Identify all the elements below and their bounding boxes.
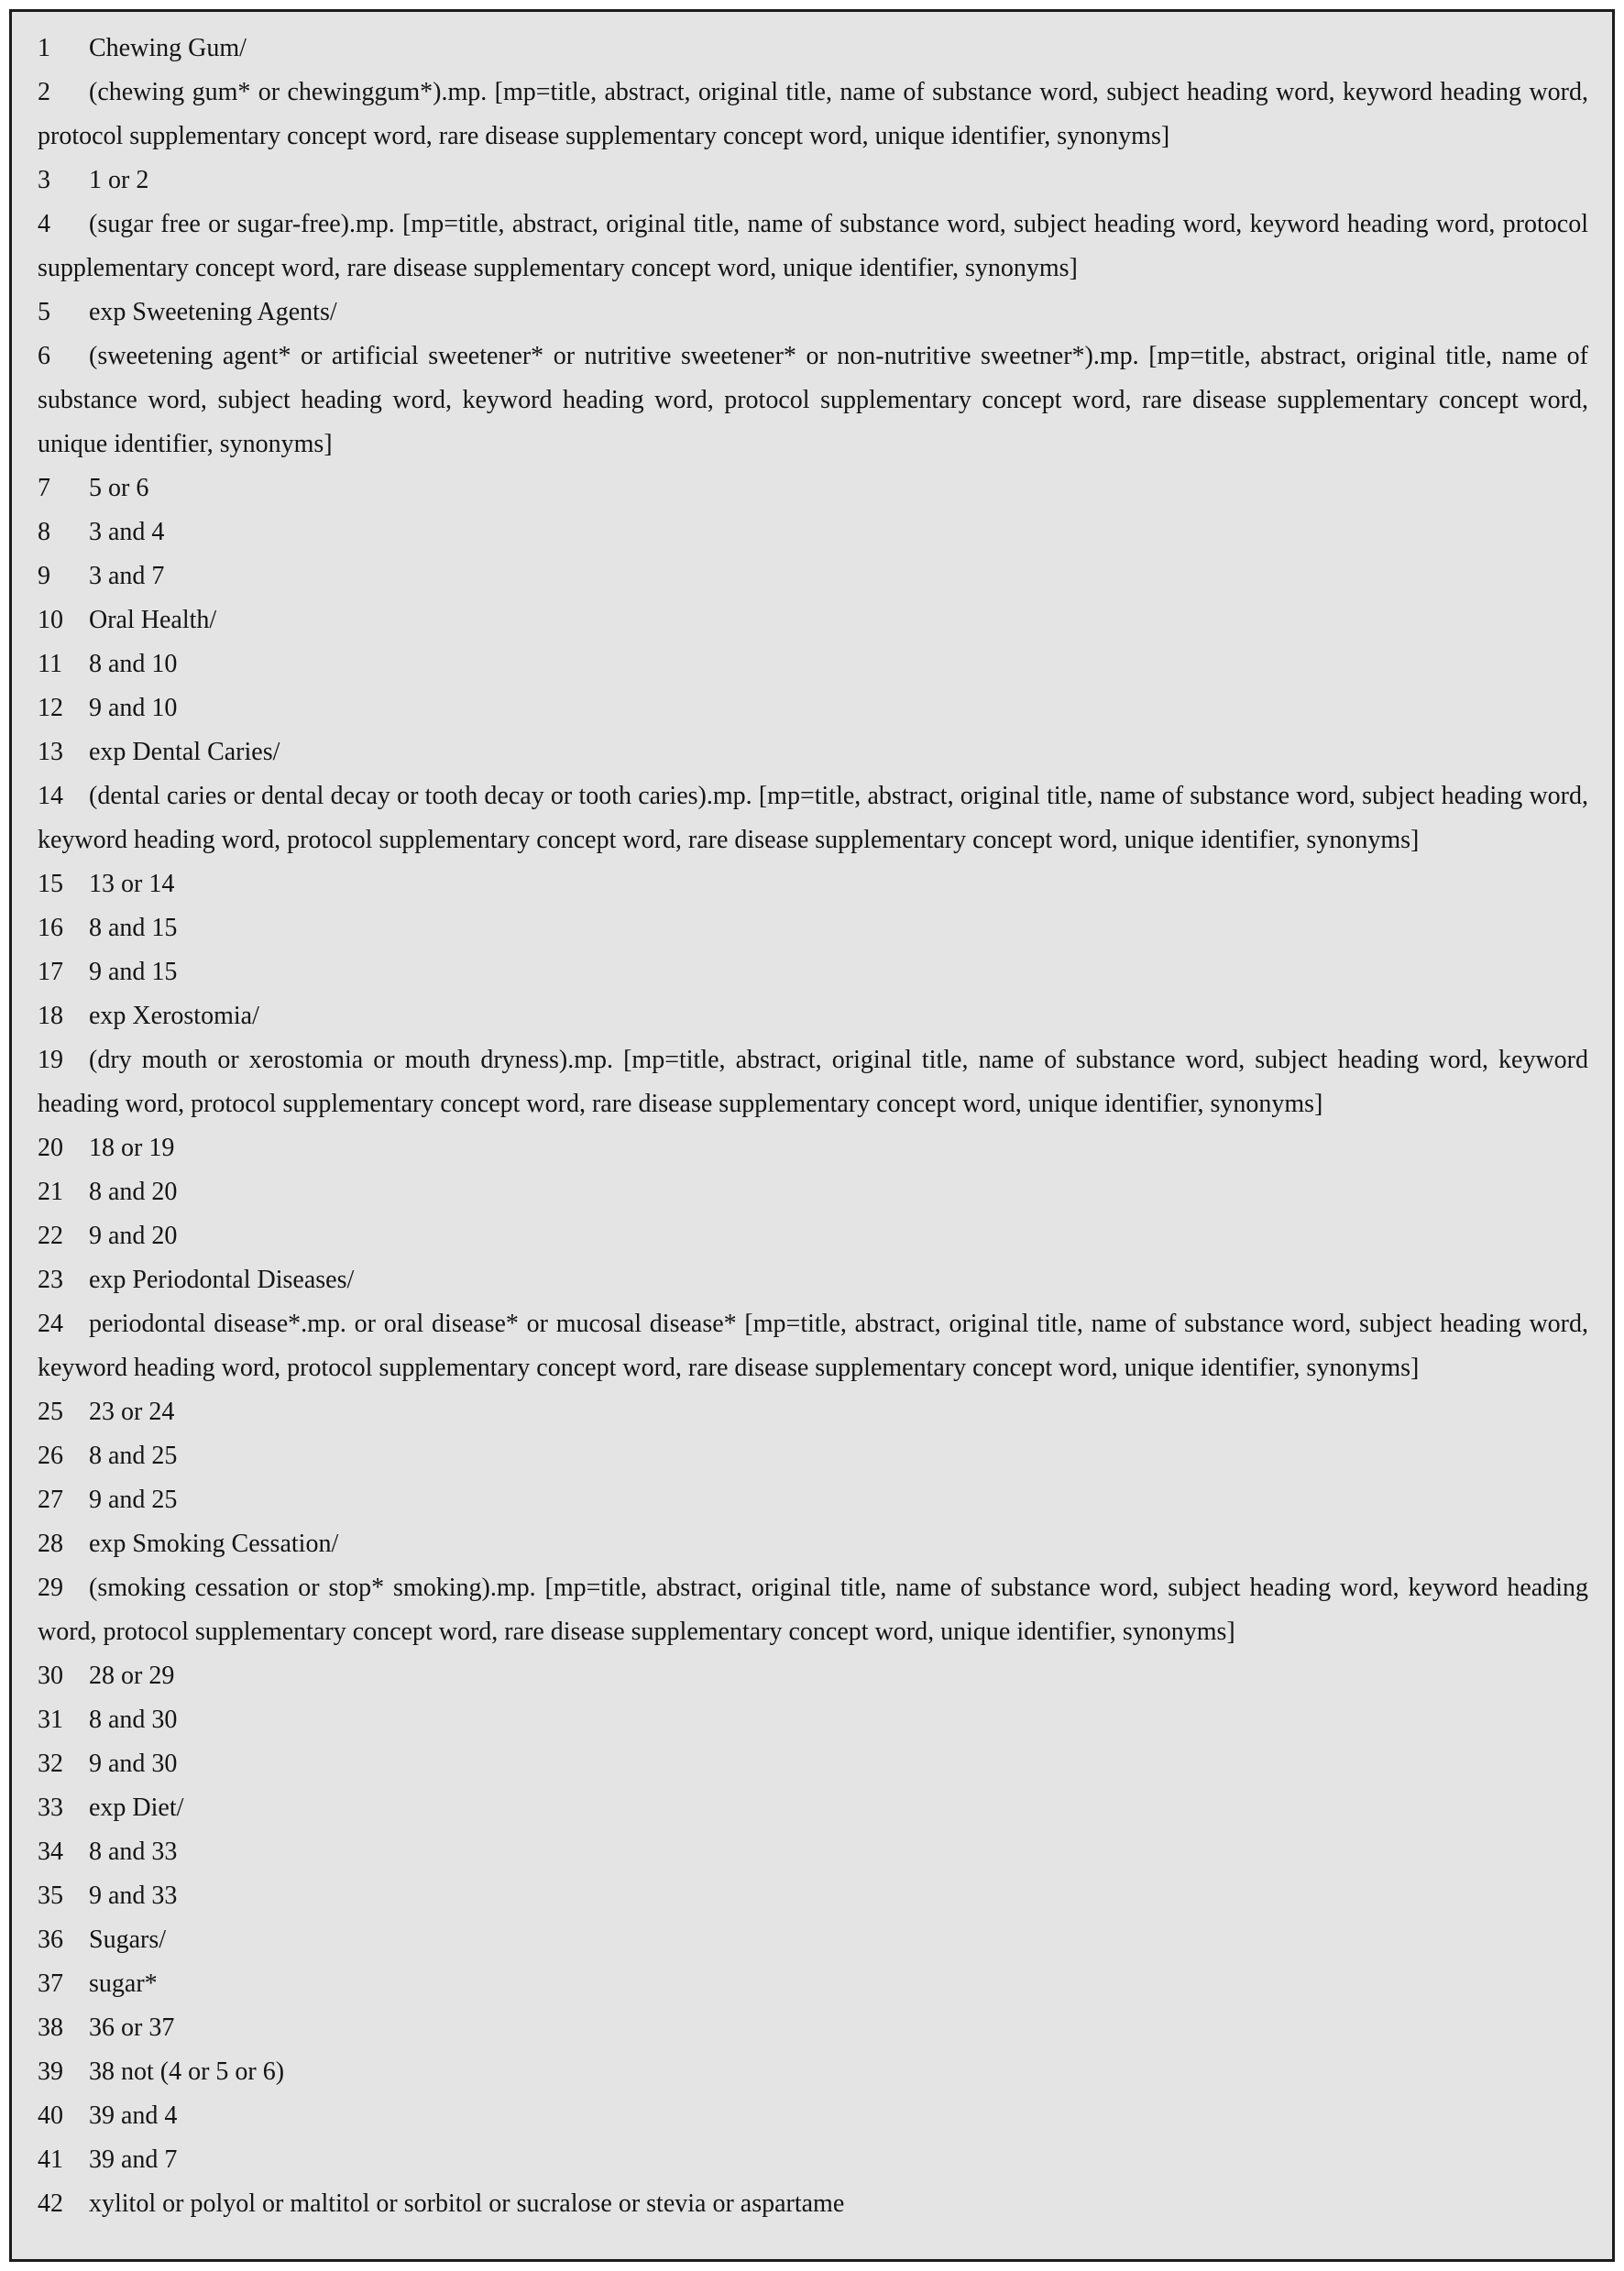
search-line <box>38 1302 1588 1390</box>
line-text: 9 and 30 <box>89 1750 178 1778</box>
search-line <box>38 1214 1588 1258</box>
search-line <box>38 203 1588 291</box>
line-number: 5 <box>38 298 50 326</box>
search-line <box>38 1874 1588 1918</box>
line-number: 35 <box>38 1882 63 1910</box>
line-text: 18 or 19 <box>89 1134 175 1162</box>
line-number: 33 <box>38 1794 63 1822</box>
line-number: 16 <box>38 914 63 942</box>
line-text: Oral Health/ <box>89 606 217 634</box>
line-number: 28 <box>38 1530 63 1558</box>
search-line <box>38 335 1588 466</box>
search-line <box>38 862 1588 906</box>
line-text: sugar* <box>89 1969 158 1998</box>
line-number: 30 <box>38 1662 63 1690</box>
search-line <box>38 1962 1588 2006</box>
line-number: 2 <box>38 78 50 106</box>
search-line <box>38 2182 1588 2226</box>
line-text: (chewing gum* or chewinggum*).mp. [mp=title, abstract, original title, name of substance word, subject heading word, keyword heading word, protocol supplementary concept word, rare disease supplementary concept word, unique identifier, synonyms] <box>38 78 1588 150</box>
line-number: 40 <box>38 2101 63 2130</box>
line-text: 28 or 29 <box>89 1662 175 1690</box>
search-line <box>38 510 1588 554</box>
line-number: 19 <box>38 1046 63 1074</box>
line-number: 7 <box>38 474 50 502</box>
line-text: 1 or 2 <box>89 166 149 194</box>
search-line <box>38 554 1588 598</box>
line-text: (sugar free or sugar-free).mp. [mp=title, abstract, original title, name of substance word, subject heading word, keyword heading word, protocol supplementary concept word, rare disease supplementary concept word, unique identifier, synonyms] <box>38 210 1588 282</box>
search-line <box>38 950 1588 994</box>
line-text: (dry mouth or xerostomia or mouth dryness).mp. [mp=title, abstract, original title, name of substance word, subject heading word, keyword heading word, protocol supplementary concept word, rare disease supplementary concept word, unique identifier, synonyms] <box>38 1046 1588 1118</box>
line-text: 8 and 30 <box>89 1706 178 1734</box>
search-line <box>38 159 1588 203</box>
line-text: 8 and 25 <box>89 1442 178 1470</box>
search-line <box>38 1170 1588 1214</box>
search-line <box>38 1434 1588 1478</box>
line-text: 8 and 33 <box>89 1838 178 1866</box>
line-number: 12 <box>38 694 63 722</box>
search-line <box>38 466 1588 510</box>
line-number: 21 <box>38 1178 63 1206</box>
line-text: 23 or 24 <box>89 1398 175 1426</box>
line-text: 9 and 15 <box>89 958 178 986</box>
line-number: 36 <box>38 1925 63 1954</box>
search-line <box>38 642 1588 686</box>
line-number: 24 <box>38 1310 63 1338</box>
line-text: exp Dental Caries/ <box>89 738 280 766</box>
search-strategy-list <box>38 27 1588 2226</box>
search-line <box>38 1698 1588 1742</box>
line-number: 4 <box>38 210 50 238</box>
line-number: 42 <box>38 2189 63 2218</box>
line-text: (dental caries or dental decay or tooth decay or tooth caries).mp. [mp=title, abstract, original title, name of substance word, subject heading word, keyword heading word, protocol supplementary concept word, rare disease supplementary concept word, unique identifier, synonyms] <box>38 782 1588 854</box>
line-text: exp Diet/ <box>89 1794 184 1822</box>
search-line <box>38 774 1588 862</box>
line-text: (smoking cessation or stop* smoking).mp. [mp=title, abstract, original title, name of substance word, subject heading word, keyword heading word, protocol supplementary concept word, rare disease supplementary concept word, unique identifier, synonyms] <box>38 1574 1588 1646</box>
line-text: 9 and 25 <box>89 1486 178 1514</box>
line-text: exp Smoking Cessation/ <box>89 1530 339 1558</box>
line-number: 11 <box>38 650 62 678</box>
line-number: 39 <box>38 2057 63 2086</box>
search-line <box>38 2050 1588 2094</box>
line-number: 38 <box>38 2013 63 2042</box>
search-line <box>38 27 1588 71</box>
line-number: 13 <box>38 738 63 766</box>
search-line <box>38 1390 1588 1434</box>
search-line <box>38 1566 1588 1654</box>
search-line <box>38 1830 1588 1874</box>
line-number: 27 <box>38 1486 63 1514</box>
line-number: 15 <box>38 870 63 898</box>
line-number: 26 <box>38 1442 63 1470</box>
search-line <box>38 598 1588 642</box>
line-text: 8 and 15 <box>89 914 178 942</box>
line-number: 20 <box>38 1134 63 1162</box>
line-text: Sugars/ <box>89 1925 166 1954</box>
line-text: 9 and 33 <box>89 1882 178 1910</box>
line-text: 9 and 10 <box>89 694 178 722</box>
line-number: 18 <box>38 1002 63 1030</box>
line-number: 32 <box>38 1750 63 1778</box>
line-text: 36 or 37 <box>89 2013 175 2042</box>
line-number: 25 <box>38 1398 63 1426</box>
line-number: 8 <box>38 518 50 546</box>
line-text: 8 and 20 <box>89 1178 178 1206</box>
line-text: 5 or 6 <box>89 474 149 502</box>
line-number: 6 <box>38 342 50 370</box>
line-text: exp Sweetening Agents/ <box>89 298 337 326</box>
search-line <box>38 1478 1588 1522</box>
search-line <box>38 1786 1588 1830</box>
search-line <box>38 686 1588 730</box>
search-line <box>38 730 1588 774</box>
search-line <box>38 1126 1588 1170</box>
search-line <box>38 1258 1588 1302</box>
search-line <box>38 2094 1588 2138</box>
line-number: 41 <box>38 2145 63 2174</box>
line-text: 3 and 4 <box>89 518 165 546</box>
search-line <box>38 1654 1588 1698</box>
line-number: 29 <box>38 1574 63 1602</box>
search-line <box>38 71 1588 159</box>
line-number: 3 <box>38 166 50 194</box>
line-text: 13 or 14 <box>89 870 175 898</box>
line-number: 23 <box>38 1266 63 1294</box>
search-strategy-panel <box>9 9 1615 2262</box>
search-line <box>38 994 1588 1038</box>
search-line <box>38 1522 1588 1566</box>
line-text: 8 and 10 <box>89 650 178 678</box>
line-number: 34 <box>38 1838 63 1866</box>
search-line <box>38 1742 1588 1786</box>
line-number: 14 <box>38 782 63 810</box>
line-text: periodontal disease*.mp. or oral disease* or mucosal disease* [mp=title, abstract, original title, name of substance word, subject heading word, keyword heading word, protocol supplementary concept word, rare disease supplementary concept word, unique identifier, synonyms] <box>38 1310 1588 1382</box>
line-text: 38 not (4 or 5 or 6) <box>89 2057 285 2086</box>
line-text: 9 and 20 <box>89 1222 178 1250</box>
line-number: 37 <box>38 1969 63 1998</box>
line-number: 22 <box>38 1222 63 1250</box>
search-line <box>38 2138 1588 2182</box>
line-text: 3 and 7 <box>89 562 165 590</box>
line-text: (sweetening agent* or artificial sweetener* or nutritive sweetener* or non-nutritive sweetner*).mp. [mp=title, abstract, original title, name of substance word, subject heading word, keyword heading word, protocol supplementary concept word, rare disease supplementary concept word, unique identifier, synonyms] <box>38 342 1588 458</box>
line-number: 1 <box>38 34 50 62</box>
line-number: 9 <box>38 562 50 590</box>
line-text: exp Xerostomia/ <box>89 1002 259 1030</box>
line-text: exp Periodontal Diseases/ <box>89 1266 355 1294</box>
search-line <box>38 1038 1588 1126</box>
search-line <box>38 906 1588 950</box>
search-line <box>38 2006 1588 2050</box>
line-number: 17 <box>38 958 63 986</box>
search-line <box>38 1918 1588 1962</box>
line-number: 31 <box>38 1706 63 1734</box>
line-number: 10 <box>38 606 63 634</box>
line-text: Chewing Gum/ <box>89 34 247 62</box>
line-text: 39 and 7 <box>89 2145 178 2174</box>
search-line <box>38 291 1588 335</box>
line-text: xylitol or polyol or maltitol or sorbitol or sucralose or stevia or aspartame <box>89 2189 845 2218</box>
line-text: 39 and 4 <box>89 2101 178 2130</box>
